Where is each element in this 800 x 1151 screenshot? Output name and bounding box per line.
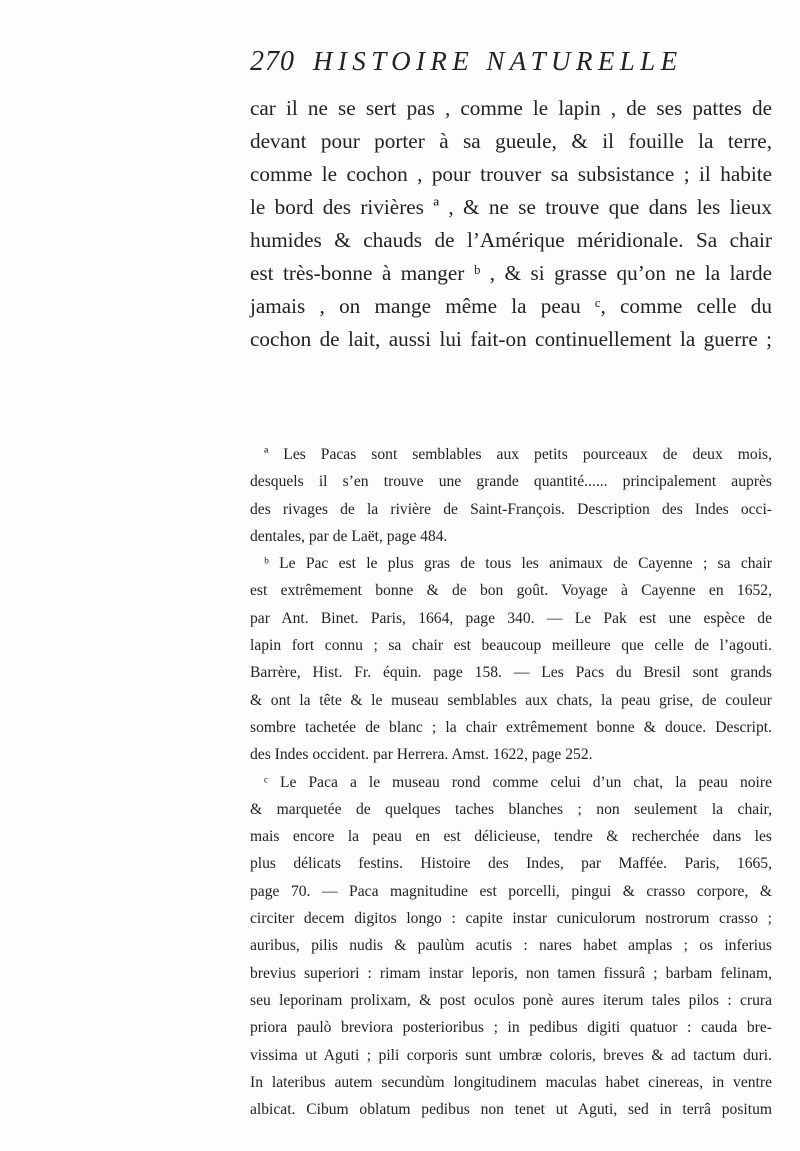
footnotes <box>250 441 772 1123</box>
footnote-c-line: brevius superiori : rimam instar leporis, non tamen fissurâ ; barbam felinam, <box>250 964 772 982</box>
footnote-b-line: & ont la tête & le museau semblables aux chats, la peau grise, de couleur <box>250 691 772 709</box>
footnote-b-line: lapin fort connu ; sa chair est beaucoup meilleure que celle de l’agouti. <box>250 637 772 655</box>
footnote-c-line: seu leporinam prolixam, & post oculos ponè aures iterum tales pilos : crura <box>250 991 772 1009</box>
footnote-c-line: circiter decem digitos longo : capite instar cuniculorum nostrorum crasso ; <box>250 910 772 928</box>
page-number: 270 <box>250 46 295 77</box>
running-title: HISTOIRE NATURELLE <box>313 46 683 76</box>
footnote-a-line: desquels il s’en trouve une grande quantité...... principalement auprès <box>250 473 772 491</box>
footnote-b-line: par Ant. Binet. Paris, 1664, page 340. — Le Pak est une espèce de <box>250 609 772 627</box>
body-line: est très-bonne à manger ᵇ , & si grasse qu’on ne la larde <box>250 261 772 285</box>
footnote-a-line: dentales, par de Laët, page 484. <box>250 527 448 545</box>
footnote-b-line: ᵇ Le Pac est le plus gras de tous les animaux de Cayenne ; sa chair <box>264 555 772 573</box>
footnote-c-line: priora paulò breviora posterioribus ; in pedibus digiti quatuor : cauda bre- <box>250 1019 772 1037</box>
body-line: comme le cochon , pour trouver sa subsistance ; il habite <box>250 162 772 186</box>
main-paragraph <box>250 92 772 356</box>
body-line: jamais , on mange même la peau ᶜ, comme celle du <box>250 294 772 318</box>
footnote-c-line: plus délicats festins. Histoire des Indes, par Maffée. Paris, 1665, <box>250 855 772 873</box>
footnote-b-line: Barrère, Hist. Fr. équin. page 158. — Les Pacs du Bresil sont grands <box>250 664 772 682</box>
body-line: le bord des rivières ª , & ne se trouve que dans les lieux <box>250 195 772 219</box>
footnote-c-line: ᶜ Le Paca a le museau rond comme celui d’un chat, la peau noire <box>264 773 772 791</box>
footnote-a-line: ª Les Pacas sont semblables aux petits pourceaux de deux mois, <box>264 446 772 463</box>
footnote-b-line: est extrêmement bonne & de bon goût. Voyage à Cayenne en 1652, <box>250 582 772 600</box>
footnote-a-line: des rivages de la rivière de Saint-François. Description des Indes occi- <box>250 500 772 518</box>
footnote-c-line: page 70. — Paca magnitudine est porcelli, pingui & crasso corpore, & <box>250 882 772 900</box>
footnote-c-line: & marquetée de quelques taches blanches ; non seulement la chair, <box>250 800 772 818</box>
body-line: devant pour porter à sa gueule, & il fouille la terre, <box>250 129 772 153</box>
footnote-b-line: des Indes occident. par Herrera. Amst. 1622, page 252. <box>250 746 593 764</box>
page-header <box>250 46 770 86</box>
body-line: cochon de lait, aussi lui fait-on continuellement la guerre ; <box>250 327 772 351</box>
footnote-c-line: vissima ut Aguti ; pili corporis sunt umbræ coloris, breves & ad tactum duri. <box>250 1046 772 1064</box>
body-line: car il ne se sert pas , comme le lapin , de ses pattes de <box>250 96 772 120</box>
footnote-c-line: albicat. Cibum oblatum pedibus non tenet ut Aguti, sed in terrâ positum <box>250 1101 772 1119</box>
footnote-c-line: In lateribus autem secundùm longitudinem maculas habet cinereas, in ventre <box>250 1073 772 1091</box>
footnote-c-line: mais encore la peau en est délicieuse, tendre & recherchée dans les <box>250 828 772 846</box>
footnote-b-line: sombre tachetée de blanc ; la chair extrêmement bonne & douce. Descript. <box>250 718 772 736</box>
footnote-c-line: auribus, pilis nudis & paulùm acutis : nares habet amplas ; os inferius <box>250 937 772 955</box>
body-line: humides & chauds de l’Amérique méridionale. Sa chair <box>250 228 772 252</box>
